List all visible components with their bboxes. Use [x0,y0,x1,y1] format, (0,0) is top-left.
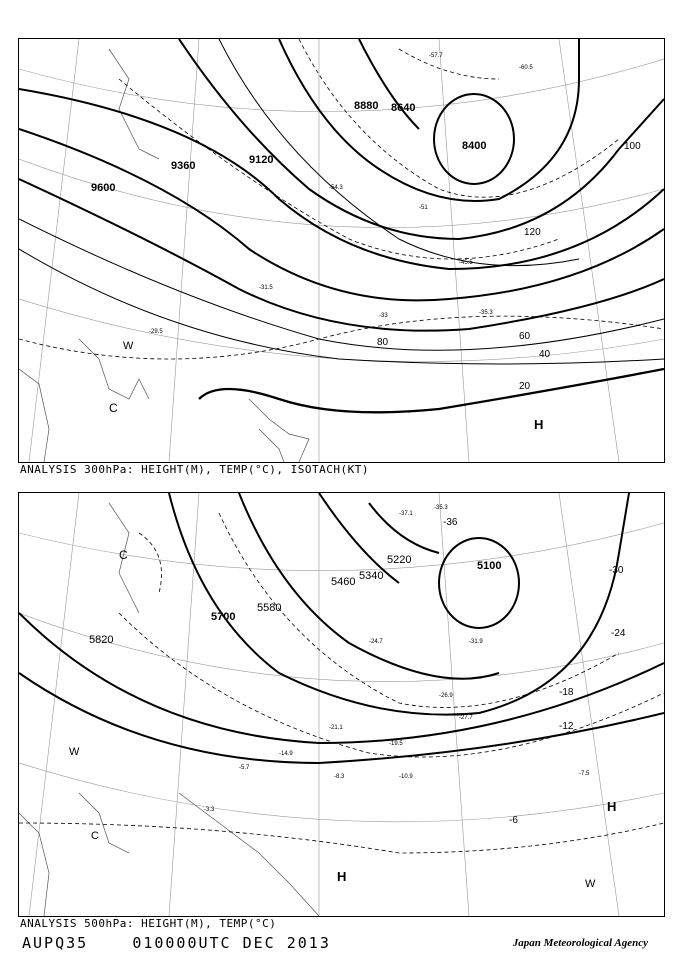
isotach-label-40: 40 [539,349,551,360]
isotherms [19,513,664,853]
pressure-centers [69,548,616,890]
chart-code: AUPQ35 [22,934,89,952]
agency-credit: Japan Meteorological Agency [512,937,648,949]
temp-label: -29.5 [149,329,163,335]
isotach-contours [19,39,664,364]
coastline [19,503,319,916]
height-label-9360: 9360 [171,160,196,172]
height-label-5220: 5220 [387,554,412,566]
valid-time: 010000UTC DEC 2013 [132,934,331,952]
isotherm-label: -24 [611,628,626,639]
isotherm-labels [443,517,626,826]
height-label-8640: 8640 [391,102,416,114]
temperature-labels [149,53,533,335]
height-label-5700: 5700 [211,611,236,623]
isotach-label-20: 20 [519,381,531,392]
isotherm-label: -36 [443,517,458,528]
warm-center-marker: W [123,340,134,352]
map-300hpa-svg [19,39,664,462]
station-temp: -37.1 [399,511,413,517]
height-label-9120: 9120 [249,154,274,166]
isotach-labels [377,141,641,392]
height-label-5820: 5820 [89,634,114,646]
chart-identifier [22,934,331,952]
station-temp: -14.9 [279,751,293,757]
height-labels [91,100,486,194]
temp-label: -60.5 [519,65,533,71]
graticule [19,39,664,462]
isotach-label-80: 80 [377,337,389,348]
caption-300hpa: ANALYSIS 300hPa: HEIGHT(M), TEMP(°C), ISOTACH(KT) [20,463,370,476]
station-temp: -26.9 [439,693,453,699]
isotach-label-100: 100 [624,141,641,152]
height-label-5460: 5460 [331,576,356,588]
high-center-marker: H [534,417,544,432]
station-temp: -35.3 [434,505,448,511]
isotherm-label: -6 [509,815,518,826]
height-label-5100: 5100 [477,560,502,572]
coastline [19,49,309,462]
map-500hpa-svg [19,493,664,916]
isotach-label-60: 60 [519,331,531,342]
isotherm-label: -12 [559,721,574,732]
cold-center-marker: C [119,548,128,562]
temp-label: -35.3 [479,310,493,316]
station-temp: -31.9 [469,639,483,645]
isotherm-label: -30 [609,565,624,576]
analysis-500hpa-map [18,492,665,917]
temp-label: -51 [419,205,428,211]
height-label-5340: 5340 [359,570,384,582]
height-labels [89,554,501,646]
analysis-300hpa-map [18,38,665,463]
station-temp: -24.7 [369,639,383,645]
cold-center-marker-south: C [91,830,99,842]
cold-center-marker: C [109,401,118,415]
high-center-marker-east: H [607,799,617,814]
station-temp: -19.5 [389,741,403,747]
temp-label: -31.5 [259,285,273,291]
station-temp: -8.3 [334,774,345,780]
height-label-5580: 5580 [257,602,282,614]
graticule [19,493,664,916]
warm-center-marker: W [69,746,80,758]
temp-label: -57.7 [429,53,443,59]
station-temp: -27.7 [459,715,473,721]
station-temp: -3.3 [204,807,215,813]
height-label-8880: 8880 [354,100,379,112]
isotach-label-120: 120 [524,227,541,238]
isotherm-label: -18 [559,687,574,698]
high-center-marker: H [337,869,347,884]
station-temp: -5.7 [239,765,250,771]
temp-label: -33 [379,313,388,319]
temp-label: -45.5 [459,260,473,266]
station-temp: -21.1 [329,725,343,731]
height-label-9600: 9600 [91,182,116,194]
caption-500hpa: ANALYSIS 500hPa: HEIGHT(M), TEMP(°C) [20,917,277,930]
height-label-8400: 8400 [462,140,487,152]
temp-label: -54.3 [329,185,343,191]
station-temp: -10.9 [399,774,413,780]
station-temp: -7.5 [579,771,590,777]
warm-center-marker-east: W [585,878,596,890]
